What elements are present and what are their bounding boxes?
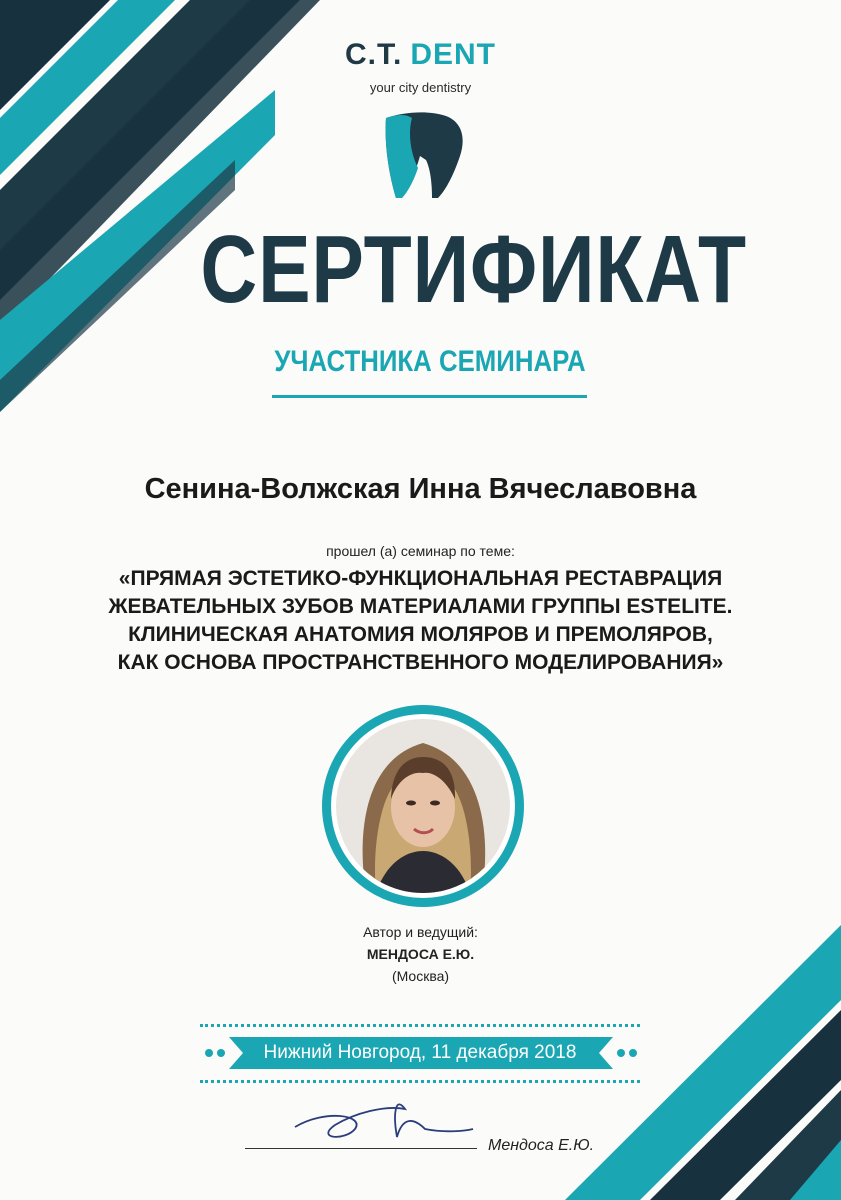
seminar-topic	[0, 565, 841, 677]
dotted-divider-top	[200, 1024, 640, 1027]
author-label: Автор и ведущий:	[363, 924, 478, 940]
intro-text: прошел (а) семинар по теме:	[326, 543, 515, 559]
author-photo	[336, 719, 510, 893]
topic-line: «ПРЯМАЯ ЭСТЕТИКО-ФУНКЦИОНАЛЬНАЯ РЕСТАВРАЦИЯ	[118, 567, 723, 590]
author-city: (Москва)	[391, 968, 450, 984]
signature-line	[245, 1148, 477, 1149]
participant-name: Сенина-Волжская Инна Вячеславовна	[144, 473, 697, 505]
signer-name: Мендоса Е.Ю.	[488, 1137, 595, 1154]
subtitle-underline	[272, 395, 587, 398]
author-photo-frame	[322, 705, 524, 907]
topic-line: ЖЕВАТЕЛЬНЫХ ЗУБОВ МАТЕРИАЛАМИ ГРУППЫ ESTELITE.	[108, 595, 733, 618]
topic-line: КАК ОСНОВА ПРОСТРАНСТВЕННОГО МОДЕЛИРОВАНИЯ»	[117, 651, 724, 674]
dotted-divider-bottom	[200, 1080, 640, 1083]
brand-tagline: your city dentistry	[369, 80, 472, 95]
brand-logo-text: C.T. DENT	[344, 38, 496, 71]
certificate-subtitle: УЧАСТНИКА СЕМИНАРА	[274, 345, 586, 378]
signature-image	[245, 1085, 475, 1155]
tooth-logo-icon	[380, 108, 470, 203]
certificate-title: СЕРТИФИКАТ	[200, 216, 747, 323]
topic-line: КЛИНИЧЕСКАЯ АНАТОМИЯ МОЛЯРОВ И ПРЕМОЛЯРОВ,	[128, 623, 713, 646]
author-name: МЕНДОСА Е.Ю.	[366, 946, 475, 962]
place-and-date: Нижний Новгород, 11 декабря 2018	[263, 1042, 577, 1063]
